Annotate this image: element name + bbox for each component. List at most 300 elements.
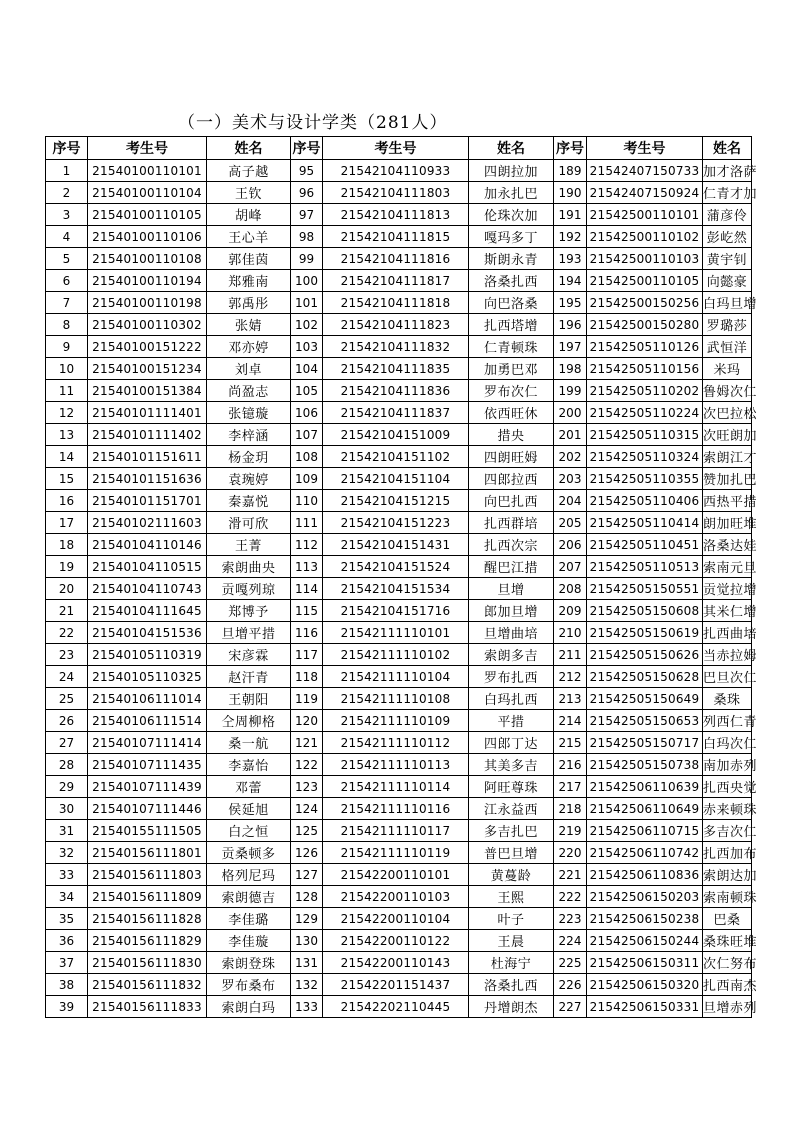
candidate-table (45, 136, 758, 1018)
serial-cell: 219 (554, 820, 587, 842)
serial-cell: 192 (554, 226, 587, 248)
table-row (46, 314, 752, 336)
serial-cell: 198 (554, 358, 587, 380)
serial-cell: 124 (291, 798, 323, 820)
serial-cell: 201 (554, 424, 587, 446)
serial-cell: 13 (46, 424, 88, 446)
serial-cell: 214 (554, 710, 587, 732)
serial-cell: 102 (291, 314, 323, 336)
table-row (46, 336, 752, 358)
table-row (46, 776, 752, 798)
serial-cell: 195 (554, 292, 587, 314)
name-cell: 叶子 (469, 908, 554, 930)
serial-cell: 132 (291, 974, 323, 996)
exam-id-cell: 21542500110102 (587, 226, 703, 248)
name-cell: 斯朗永青 (469, 248, 554, 270)
exam-id-cell: 21542407150733 (587, 160, 703, 182)
table-header-row (46, 137, 752, 160)
name-cell: 扎西曲培 (703, 622, 752, 644)
exam-id-cell: 21542505150608 (587, 600, 703, 622)
name-cell: 贡嘎列琼 (207, 578, 291, 600)
exam-id-cell: 21542500150280 (587, 314, 703, 336)
exam-id-cell: 21540100110101 (88, 160, 207, 182)
name-cell: 李嘉怡 (207, 754, 291, 776)
serial-cell: 212 (554, 666, 587, 688)
exam-id-cell: 21542200110101 (323, 864, 469, 886)
name-cell: 索朗曲央 (207, 556, 291, 578)
name-cell: 次巴拉松 (703, 402, 752, 424)
exam-id-cell: 21542104151431 (323, 534, 469, 556)
serial-cell: 19 (46, 556, 88, 578)
name-cell: 伦珠次加 (469, 204, 554, 226)
name-cell: 张镱璇 (207, 402, 291, 424)
name-cell: 嘎玛多丁 (469, 226, 554, 248)
exam-id-cell: 21542104111817 (323, 270, 469, 292)
serial-cell: 128 (291, 886, 323, 908)
name-cell: 贡桑顿多 (207, 842, 291, 864)
exam-id-cell: 21542104111832 (323, 336, 469, 358)
table-row (46, 908, 752, 930)
exam-id-cell: 21540104110515 (88, 556, 207, 578)
header-exam-id-3: 考生号 (587, 137, 703, 160)
name-cell: 仁青才加 (703, 182, 752, 204)
exam-id-cell: 21540104151536 (88, 622, 207, 644)
exam-id-cell: 21540106111014 (88, 688, 207, 710)
name-cell: 朗加旺堆 (703, 512, 752, 534)
exam-id-cell: 21542506110715 (587, 820, 703, 842)
serial-cell: 113 (291, 556, 323, 578)
exam-id-cell: 21542500110101 (587, 204, 703, 226)
table-row (46, 578, 752, 600)
serial-cell: 225 (554, 952, 587, 974)
name-cell: 扎西塔增 (469, 314, 554, 336)
serial-cell: 111 (291, 512, 323, 534)
serial-cell: 100 (291, 270, 323, 292)
table-row (46, 688, 752, 710)
serial-cell: 12 (46, 402, 88, 424)
name-cell: 扎西次宗 (469, 534, 554, 556)
name-cell: 武恒洋 (703, 336, 752, 358)
exam-id-cell: 21542505150551 (587, 578, 703, 600)
serial-cell: 215 (554, 732, 587, 754)
name-cell: 罗布扎西 (469, 666, 554, 688)
exam-id-cell: 21542111110113 (323, 754, 469, 776)
exam-id-cell: 21542104111816 (323, 248, 469, 270)
exam-id-cell: 21542506110649 (587, 798, 703, 820)
exam-id-cell: 21542505110324 (587, 446, 703, 468)
name-cell: 扎西央觉 (703, 776, 752, 798)
serial-cell: 119 (291, 688, 323, 710)
serial-cell: 31 (46, 820, 88, 842)
exam-id-cell: 21542111110104 (323, 666, 469, 688)
name-cell: 醒巴江措 (469, 556, 554, 578)
serial-cell: 97 (291, 204, 323, 226)
serial-cell: 36 (46, 930, 88, 952)
serial-cell: 123 (291, 776, 323, 798)
exam-id-cell: 21542505110126 (587, 336, 703, 358)
exam-id-cell: 21542104111813 (323, 204, 469, 226)
name-cell: 罗布次仁 (469, 380, 554, 402)
name-cell: 王钦 (207, 182, 291, 204)
serial-cell: 101 (291, 292, 323, 314)
exam-id-cell: 21540107111414 (88, 732, 207, 754)
table-row (46, 468, 752, 490)
serial-cell: 23 (46, 644, 88, 666)
serial-cell: 222 (554, 886, 587, 908)
exam-id-cell: 21540156111832 (88, 974, 207, 996)
serial-cell: 22 (46, 622, 88, 644)
serial-cell: 213 (554, 688, 587, 710)
name-cell: 加永扎巴 (469, 182, 554, 204)
exam-id-cell: 21542505110414 (587, 512, 703, 534)
serial-cell: 107 (291, 424, 323, 446)
serial-cell: 35 (46, 908, 88, 930)
table-row (46, 402, 752, 424)
serial-cell: 20 (46, 578, 88, 600)
header-exam-id-2: 考生号 (323, 137, 469, 160)
name-cell: 洛桑达娃 (703, 534, 752, 556)
name-cell: 索朗登珠 (207, 952, 291, 974)
name-cell: 郑博予 (207, 600, 291, 622)
name-cell: 邓亦婷 (207, 336, 291, 358)
name-cell: 索朗江才 (703, 446, 752, 468)
serial-cell: 125 (291, 820, 323, 842)
exam-id-cell: 21542104111818 (323, 292, 469, 314)
serial-cell: 37 (46, 952, 88, 974)
exam-id-cell: 21540156111803 (88, 864, 207, 886)
serial-cell: 104 (291, 358, 323, 380)
name-cell: 桑一航 (207, 732, 291, 754)
exam-id-cell: 21542506150320 (587, 974, 703, 996)
exam-id-cell: 21542505150626 (587, 644, 703, 666)
exam-id-cell: 21542506150311 (587, 952, 703, 974)
table-row (46, 358, 752, 380)
name-cell: 其美多吉 (469, 754, 554, 776)
exam-id-cell: 21542505110224 (587, 402, 703, 424)
serial-cell: 126 (291, 842, 323, 864)
exam-id-cell: 21540100110302 (88, 314, 207, 336)
serial-cell: 224 (554, 930, 587, 952)
name-cell: 滑可欣 (207, 512, 291, 534)
table-row (46, 952, 752, 974)
name-cell: 王熙 (469, 886, 554, 908)
serial-cell: 109 (291, 468, 323, 490)
exam-id-cell: 21542111110116 (323, 798, 469, 820)
serial-cell: 16 (46, 490, 88, 512)
exam-id-cell: 21542505150738 (587, 754, 703, 776)
name-cell: 郎加旦增 (469, 600, 554, 622)
serial-cell: 121 (291, 732, 323, 754)
serial-cell: 122 (291, 754, 323, 776)
exam-id-cell: 21542506150203 (587, 886, 703, 908)
table-row (46, 930, 752, 952)
exam-id-cell: 21542201151437 (323, 974, 469, 996)
name-cell: 四郎拉西 (469, 468, 554, 490)
serial-cell: 38 (46, 974, 88, 996)
serial-cell: 202 (554, 446, 587, 468)
name-cell: 次仁努布 (703, 952, 752, 974)
name-cell: 四朗拉加 (469, 160, 554, 182)
serial-cell: 10 (46, 358, 88, 380)
exam-id-cell: 21542104151009 (323, 424, 469, 446)
header-exam-id-1: 考生号 (88, 137, 207, 160)
table-row (46, 270, 752, 292)
exam-id-cell: 21542505150619 (587, 622, 703, 644)
name-cell: 索朗德吉 (207, 886, 291, 908)
table-row (46, 842, 752, 864)
exam-id-cell: 21542104151534 (323, 578, 469, 600)
name-cell: 李梓涵 (207, 424, 291, 446)
exam-id-cell: 21542506150238 (587, 908, 703, 930)
name-cell: 杨金玥 (207, 446, 291, 468)
serial-cell: 95 (291, 160, 323, 182)
exam-id-cell: 21540156111830 (88, 952, 207, 974)
name-cell: 白玛扎西 (469, 688, 554, 710)
exam-id-cell: 21540104111645 (88, 600, 207, 622)
name-cell: 多吉扎巴 (469, 820, 554, 842)
table-row (46, 996, 752, 1018)
exam-id-cell: 21542506110836 (587, 864, 703, 886)
exam-id-cell: 21540106111514 (88, 710, 207, 732)
exam-id-cell: 21540100151384 (88, 380, 207, 402)
name-cell: 袁琬婷 (207, 468, 291, 490)
name-cell: 仝周柳格 (207, 710, 291, 732)
exam-id-cell: 21542104151524 (323, 556, 469, 578)
serial-cell: 112 (291, 534, 323, 556)
header-serial-3: 序号 (554, 137, 587, 160)
serial-cell: 30 (46, 798, 88, 820)
serial-cell: 227 (554, 996, 587, 1018)
name-cell: 罗璐莎 (703, 314, 752, 336)
serial-cell: 18 (46, 534, 88, 556)
table-row (46, 292, 752, 314)
exam-id-cell: 21542111110117 (323, 820, 469, 842)
name-cell: 索朗白玛 (207, 996, 291, 1018)
name-cell: 加勇巴邓 (469, 358, 554, 380)
name-cell: 郭佳茵 (207, 248, 291, 270)
serial-cell: 5 (46, 248, 88, 270)
name-cell: 措央 (469, 424, 554, 446)
name-cell: 杜海宁 (469, 952, 554, 974)
name-cell: 洛桑扎西 (469, 974, 554, 996)
name-cell: 刘卓 (207, 358, 291, 380)
name-cell: 索南顿珠 (703, 886, 752, 908)
name-cell: 格列尼玛 (207, 864, 291, 886)
serial-cell: 32 (46, 842, 88, 864)
serial-cell: 204 (554, 490, 587, 512)
exam-id-cell: 21540107111446 (88, 798, 207, 820)
name-cell: 高子越 (207, 160, 291, 182)
serial-cell: 6 (46, 270, 88, 292)
name-cell: 白之恒 (207, 820, 291, 842)
name-cell: 胡峰 (207, 204, 291, 226)
exam-id-cell: 21540105110319 (88, 644, 207, 666)
serial-cell: 103 (291, 336, 323, 358)
exam-id-cell: 21542407150924 (587, 182, 703, 204)
exam-id-cell: 21540105110325 (88, 666, 207, 688)
name-cell: 李佳璇 (207, 930, 291, 952)
table-row (46, 424, 752, 446)
serial-cell: 15 (46, 468, 88, 490)
serial-cell: 197 (554, 336, 587, 358)
exam-id-cell: 21542506110639 (587, 776, 703, 798)
exam-id-cell: 21540100110106 (88, 226, 207, 248)
exam-id-cell: 21542104111837 (323, 402, 469, 424)
name-cell: 白玛旦增 (703, 292, 752, 314)
name-cell: 宋彦霖 (207, 644, 291, 666)
name-cell: 郑雅南 (207, 270, 291, 292)
serial-cell: 25 (46, 688, 88, 710)
header-name-2: 姓名 (469, 137, 554, 160)
name-cell: 扎西南杰 (703, 974, 752, 996)
exam-id-cell: 21540155111505 (88, 820, 207, 842)
name-cell: 米玛 (703, 358, 752, 380)
name-cell: 四朗旺姆 (469, 446, 554, 468)
serial-cell: 21 (46, 600, 88, 622)
exam-id-cell: 21540156111809 (88, 886, 207, 908)
exam-id-cell: 21540101111402 (88, 424, 207, 446)
exam-id-cell: 21542505110513 (587, 556, 703, 578)
table-row (46, 248, 752, 270)
serial-cell: 226 (554, 974, 587, 996)
serial-cell: 191 (554, 204, 587, 226)
exam-id-cell: 21542200110104 (323, 908, 469, 930)
serial-cell: 114 (291, 578, 323, 600)
table-row (46, 622, 752, 644)
table-row (46, 754, 752, 776)
name-cell: 蒲彦伶 (703, 204, 752, 226)
serial-cell: 8 (46, 314, 88, 336)
exam-id-cell: 21540107111435 (88, 754, 207, 776)
serial-cell: 220 (554, 842, 587, 864)
name-cell: 索南元旦 (703, 556, 752, 578)
name-cell: 索朗多吉 (469, 644, 554, 666)
serial-cell: 211 (554, 644, 587, 666)
exam-id-cell: 21540107111439 (88, 776, 207, 798)
exam-id-cell: 21540156111828 (88, 908, 207, 930)
exam-id-cell: 21540101151611 (88, 446, 207, 468)
exam-id-cell: 21542104110933 (323, 160, 469, 182)
serial-cell: 105 (291, 380, 323, 402)
serial-cell: 34 (46, 886, 88, 908)
exam-id-cell: 21540156111801 (88, 842, 207, 864)
serial-cell: 108 (291, 446, 323, 468)
exam-id-cell: 21540101151701 (88, 490, 207, 512)
serial-cell: 207 (554, 556, 587, 578)
table-row (46, 600, 752, 622)
serial-cell: 28 (46, 754, 88, 776)
name-cell: 南加赤列 (703, 754, 752, 776)
serial-cell: 117 (291, 644, 323, 666)
serial-cell: 3 (46, 204, 88, 226)
name-cell: 白玛次仁 (703, 732, 752, 754)
table-row (46, 182, 752, 204)
serial-cell: 223 (554, 908, 587, 930)
serial-cell: 11 (46, 380, 88, 402)
exam-id-cell: 21542200110122 (323, 930, 469, 952)
serial-cell: 2 (46, 182, 88, 204)
exam-id-cell: 21542505110202 (587, 380, 703, 402)
name-cell: 丹增朗杰 (469, 996, 554, 1018)
exam-id-cell: 21540101111401 (88, 402, 207, 424)
name-cell: 秦嘉悦 (207, 490, 291, 512)
name-cell: 王朝阳 (207, 688, 291, 710)
name-cell: 黄蔓龄 (469, 864, 554, 886)
name-cell: 侯延旭 (207, 798, 291, 820)
serial-cell: 29 (46, 776, 88, 798)
exam-id-cell: 21542505150653 (587, 710, 703, 732)
exam-id-cell: 21542104151716 (323, 600, 469, 622)
name-cell: 桑珠旺堆 (703, 930, 752, 952)
name-cell: 普巴旦增 (469, 842, 554, 864)
name-cell: 四郎丁达 (469, 732, 554, 754)
exam-id-cell: 21542111110114 (323, 776, 469, 798)
section-title: （一）美术与设计学类（281人） (178, 113, 448, 133)
exam-id-cell: 21542111110108 (323, 688, 469, 710)
name-cell: 旦增曲培 (469, 622, 554, 644)
serial-cell: 127 (291, 864, 323, 886)
serial-cell: 7 (46, 292, 88, 314)
serial-cell: 130 (291, 930, 323, 952)
exam-id-cell: 21542200110143 (323, 952, 469, 974)
serial-cell: 205 (554, 512, 587, 534)
name-cell: 平措 (469, 710, 554, 732)
serial-cell: 221 (554, 864, 587, 886)
name-cell: 向懿豪 (703, 270, 752, 292)
serial-cell: 200 (554, 402, 587, 424)
table-row (46, 974, 752, 996)
name-cell: 黄宇钊 (703, 248, 752, 270)
serial-cell: 196 (554, 314, 587, 336)
serial-cell: 206 (554, 534, 587, 556)
name-cell: 巴旦次仁 (703, 666, 752, 688)
exam-id-cell: 21540102111603 (88, 512, 207, 534)
exam-id-cell: 21542505150649 (587, 688, 703, 710)
name-cell: 阿旺尊珠 (469, 776, 554, 798)
exam-id-cell: 21542104111803 (323, 182, 469, 204)
exam-id-cell: 21540156111833 (88, 996, 207, 1018)
name-cell: 邓蕾 (207, 776, 291, 798)
table-row (46, 710, 752, 732)
name-cell: 赞加扎巴 (703, 468, 752, 490)
table-row (46, 732, 752, 754)
serial-cell: 199 (554, 380, 587, 402)
table-row (46, 864, 752, 886)
name-cell: 依西旺休 (469, 402, 554, 424)
name-cell: 次旺朗加 (703, 424, 752, 446)
exam-id-cell: 21542104151104 (323, 468, 469, 490)
table-row (46, 160, 752, 182)
name-cell: 鲁姆次仁 (703, 380, 752, 402)
name-cell: 赵汗青 (207, 666, 291, 688)
table-row (46, 556, 752, 578)
exam-id-cell: 21540100110104 (88, 182, 207, 204)
serial-cell: 33 (46, 864, 88, 886)
name-cell: 扎西加布 (703, 842, 752, 864)
header-serial-2: 序号 (291, 137, 323, 160)
serial-cell: 9 (46, 336, 88, 358)
name-cell: 仁青顿珠 (469, 336, 554, 358)
exam-id-cell: 21542505110451 (587, 534, 703, 556)
exam-id-cell: 21542500150256 (587, 292, 703, 314)
table-row (46, 204, 752, 226)
serial-cell: 24 (46, 666, 88, 688)
header-serial-1: 序号 (46, 137, 88, 160)
serial-cell: 1 (46, 160, 88, 182)
exam-id-cell: 21540104110743 (88, 578, 207, 600)
table-row (46, 666, 752, 688)
name-cell: 洛桑扎西 (469, 270, 554, 292)
